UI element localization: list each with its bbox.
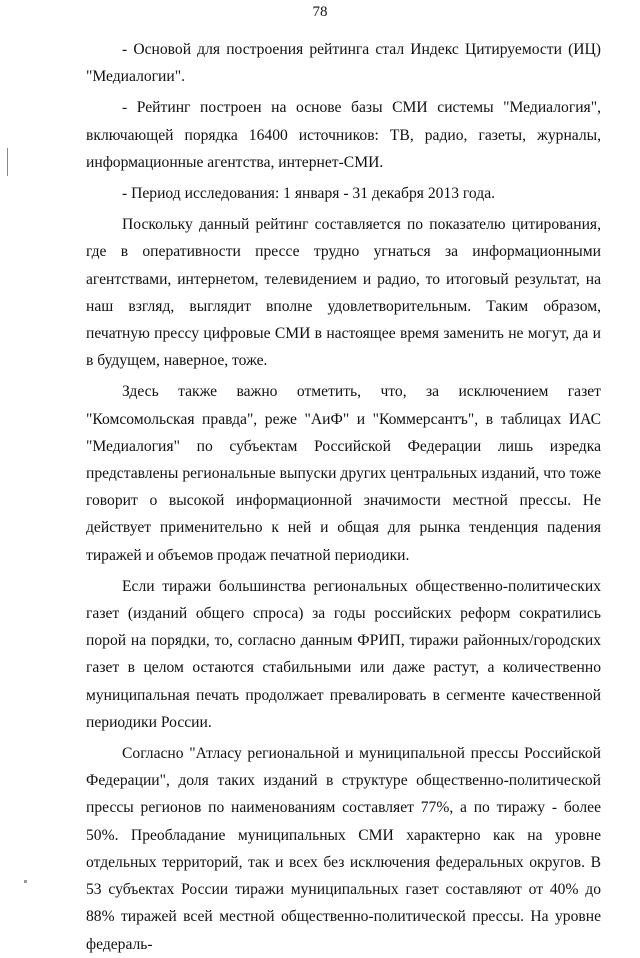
document-body: [86, 36, 601, 958]
scan-dot: [24, 880, 27, 883]
body-paragraph: Здесь также важно отметить, что, за исключением газет "Комсомольская правда", реже "АиФ" и "Коммерсантъ", в таблицах ИАС "Медиалогия" по субъектам Российской Федерации лишь изредка представлены региональные выпуски других центральных изданий, что тоже говорит о высокой информационной значимости местной прессы. Не действует применительно к ней и общая для рынка тенденция падения тиражей и объемов продаж печатной периодики.: [86, 383, 601, 564]
scan-margin-mark: [7, 148, 8, 176]
bullet-paragraph: - Период исследования: 1 января - 31 декабря 2013 года.: [122, 185, 496, 203]
body-paragraph: Поскольку данный рейтинг составляется по показателю цитирования, где в оперативности прессе трудно угнаться за информационными агентствами, интернетом, телевидением и радио, то итоговый результат, на наш взгляд, выглядит вполне удовлетворительным. Таким образом, печатную прессу цифровые СМИ в настоящее время заменить не могут, да и в будущем, наверное, тоже.: [86, 216, 601, 370]
body-paragraph: Если тиражи большинства региональных общественно-политических газет (изданий общего спроса) за годы российских реформ сократились порой на порядки, то, согласно данным ФРИП, тиражи районных/городских газет в целом остаются стабильными или даже растут, а количественно муниципальная печать продолжает превалировать в сегменте качественной периодики России.: [86, 577, 601, 731]
bullet-paragraph: - Основой для построения рейтинга стал Индекс Цитируемости (ИЦ) "Медиалогии".: [86, 41, 601, 86]
page-number: 78: [312, 4, 328, 20]
body-paragraph: Согласно "Атласу региональной и муниципальной прессы Российской Федерации", доля таких изданий в структуре общественно-политической прессы регионов по наименованиям составляет 77%, а по тиражу - более 50%. Преобладание муниципальных СМИ характерно как на уровне отдельных территорий, так и всех без исключения федеральных округов. В 53 субъектах России тиражи муниципальных газет составляют от 40% до 88% тиражей всей местной общественно-политической прессы. На уровне федераль-: [86, 745, 601, 953]
bullet-paragraph: - Рейтинг построен на основе базы СМИ системы "Медиалогия", включающей порядка 16400 источников: ТВ, радио, газеты, журналы, информационные агентства, интернет-СМИ.: [86, 99, 601, 171]
